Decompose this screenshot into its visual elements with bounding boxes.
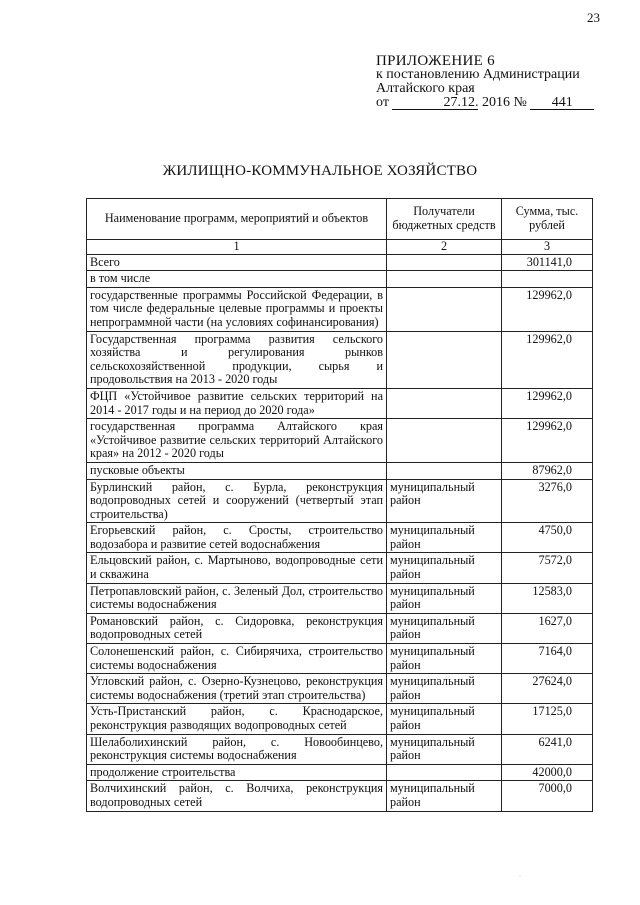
- cell-name: Усть-Пристанский район, с. Краснодарское, реконструкция разводящих водопроводных сетей: [87, 704, 387, 734]
- table-row: [87, 419, 593, 463]
- header-recipient: Получатели бюджетных средств: [387, 199, 502, 240]
- cell-sum: 129962,0: [502, 419, 593, 463]
- cell-recipient: [387, 271, 502, 288]
- cell-name: ФЦП «Устойчивое развитие сельских территорий на 2014 - 2017 годы и на период до 2020 года»: [87, 388, 387, 418]
- cell-recipient: муниципальный район: [387, 734, 502, 764]
- cell-sum: 4750,0: [502, 523, 593, 553]
- cell-recipient: [387, 254, 502, 271]
- cell-name: Солонешенский район, с. Сибирячиха, строительство системы водоснабжения: [87, 644, 387, 674]
- header-name: Наименование программ, мероприятий и объектов: [87, 199, 387, 240]
- cell-sum: 87962,0: [502, 462, 593, 479]
- cell-sum: 27624,0: [502, 674, 593, 704]
- cell-name: продолжение строительства: [87, 764, 387, 781]
- section-heading: ЖИЛИЩНО-КОММУНАЛЬНОЕ ХОЗЯЙСТВО: [162, 163, 478, 179]
- budget-table: [86, 198, 593, 812]
- table-row: [87, 523, 593, 553]
- cell-name: в том числе: [87, 271, 387, 288]
- cell-name: Егорьевский район, с. Сросты, строительство водозабора и развитие сетей водоснабжения: [87, 523, 387, 553]
- cell-name: пусковые объекты: [87, 462, 387, 479]
- cell-recipient: муниципальный район: [387, 674, 502, 704]
- decree-number: 441: [551, 95, 573, 110]
- cell-recipient: [387, 331, 502, 388]
- col-number-1: 1: [87, 240, 387, 255]
- cell-recipient: муниципальный район: [387, 704, 502, 734]
- decree-date: 27.12.: [443, 95, 479, 110]
- cell-recipient: муниципальный район: [387, 479, 502, 523]
- cell-sum: 7572,0: [502, 553, 593, 583]
- cell-name: Романовский район, с. Сидоровка, реконструкция водопроводных сетей: [87, 613, 387, 643]
- col-number-3: 3: [502, 240, 593, 255]
- cell-recipient: [387, 764, 502, 781]
- header-sum: Сумма, тыс. рублей: [502, 199, 593, 240]
- cell-name: Угловский район, с. Озерно-Кузнецово, реконструкция системы водоснабжения (третий этап строительства): [87, 674, 387, 704]
- table-row: [87, 644, 593, 674]
- cell-recipient: муниципальный район: [387, 644, 502, 674]
- cell-name: Шелаболихинский район, с. Новообинцево, реконструкция системы водоснабжения: [87, 734, 387, 764]
- cell-recipient: муниципальный район: [387, 553, 502, 583]
- cell-name: государственные программы Российской Федерации, в том числе федеральные целевые программы и проекты непрограммной части (на условиях софинансирования): [87, 287, 387, 331]
- appendix-block: [376, 54, 594, 110]
- cell-recipient: [387, 419, 502, 463]
- cell-recipient: [387, 287, 502, 331]
- table-row: [87, 764, 593, 781]
- cell-sum: 301141,0: [502, 254, 593, 271]
- cell-name: Государственная программа развития сельского хозяйства и регулирования рынков сельскохозяйственной продукции, сырья и продовольствия на 2013 - 2020 годы: [87, 331, 387, 388]
- cell-sum: 1627,0: [502, 613, 593, 643]
- cell-recipient: муниципальный район: [387, 583, 502, 613]
- scan-speck: ·: [519, 874, 521, 880]
- page-number: 23: [587, 10, 600, 25]
- appendix-line2: Алтайского края: [376, 81, 475, 96]
- table-row: [87, 462, 593, 479]
- column-number-row: [87, 240, 593, 255]
- cell-sum: 42000,0: [502, 764, 593, 781]
- cell-name: Волчихинский район, с. Волчиха, реконструкция водопроводных сетей: [87, 781, 387, 811]
- appendix-title: ПРИЛОЖЕНИЕ 6: [376, 53, 495, 69]
- cell-sum: 12583,0: [502, 583, 593, 613]
- table-row: [87, 781, 593, 811]
- cell-name: Всего: [87, 254, 387, 271]
- table-row: [87, 479, 593, 523]
- cell-name: государственная программа Алтайского края «Устойчивое развитие сельских территорий Алтайского края» на 2012 - 2020 годы: [87, 419, 387, 463]
- cell-sum: [502, 271, 593, 288]
- table-row: [87, 583, 593, 613]
- table-row: [87, 674, 593, 704]
- cell-recipient: муниципальный район: [387, 523, 502, 553]
- cell-sum: 3276,0: [502, 479, 593, 523]
- cell-recipient: [387, 462, 502, 479]
- cell-sum: 6241,0: [502, 734, 593, 764]
- table-row: [87, 704, 593, 734]
- cell-recipient: муниципальный район: [387, 613, 502, 643]
- cell-sum: 129962,0: [502, 287, 593, 331]
- number-label: №: [513, 95, 527, 110]
- cell-sum: 129962,0: [502, 388, 593, 418]
- table-row: [87, 287, 593, 331]
- cell-sum: 7000,0: [502, 781, 593, 811]
- cell-sum: 7164,0: [502, 644, 593, 674]
- appendix-line1: к постановлению Администрации: [376, 67, 580, 82]
- cell-recipient: муниципальный район: [387, 781, 502, 811]
- table-row: [87, 331, 593, 388]
- table-row: [87, 734, 593, 764]
- table-row: [87, 613, 593, 643]
- table-row: [87, 271, 593, 288]
- table-header-row: [87, 199, 593, 240]
- table-row: [87, 388, 593, 418]
- table-row: [87, 254, 593, 271]
- decree-year: 2016: [481, 95, 510, 110]
- cell-recipient: [387, 388, 502, 418]
- cell-name: Петропавловский район, с. Зеленый Дол, строительство системы водоснабжения: [87, 583, 387, 613]
- table-row: [87, 553, 593, 583]
- appendix-date-line: [376, 96, 594, 110]
- from-label: от: [376, 95, 389, 110]
- cell-sum: 129962,0: [502, 331, 593, 388]
- cell-name: Ельцовский район, с. Мартыново, водопроводные сети и скважина: [87, 553, 387, 583]
- col-number-2: 2: [387, 240, 502, 255]
- cell-sum: 17125,0: [502, 704, 593, 734]
- cell-name: Бурлинский район, с. Бурла, реконструкция водопроводных сетей и сооружений (четвертый этап строительства): [87, 479, 387, 523]
